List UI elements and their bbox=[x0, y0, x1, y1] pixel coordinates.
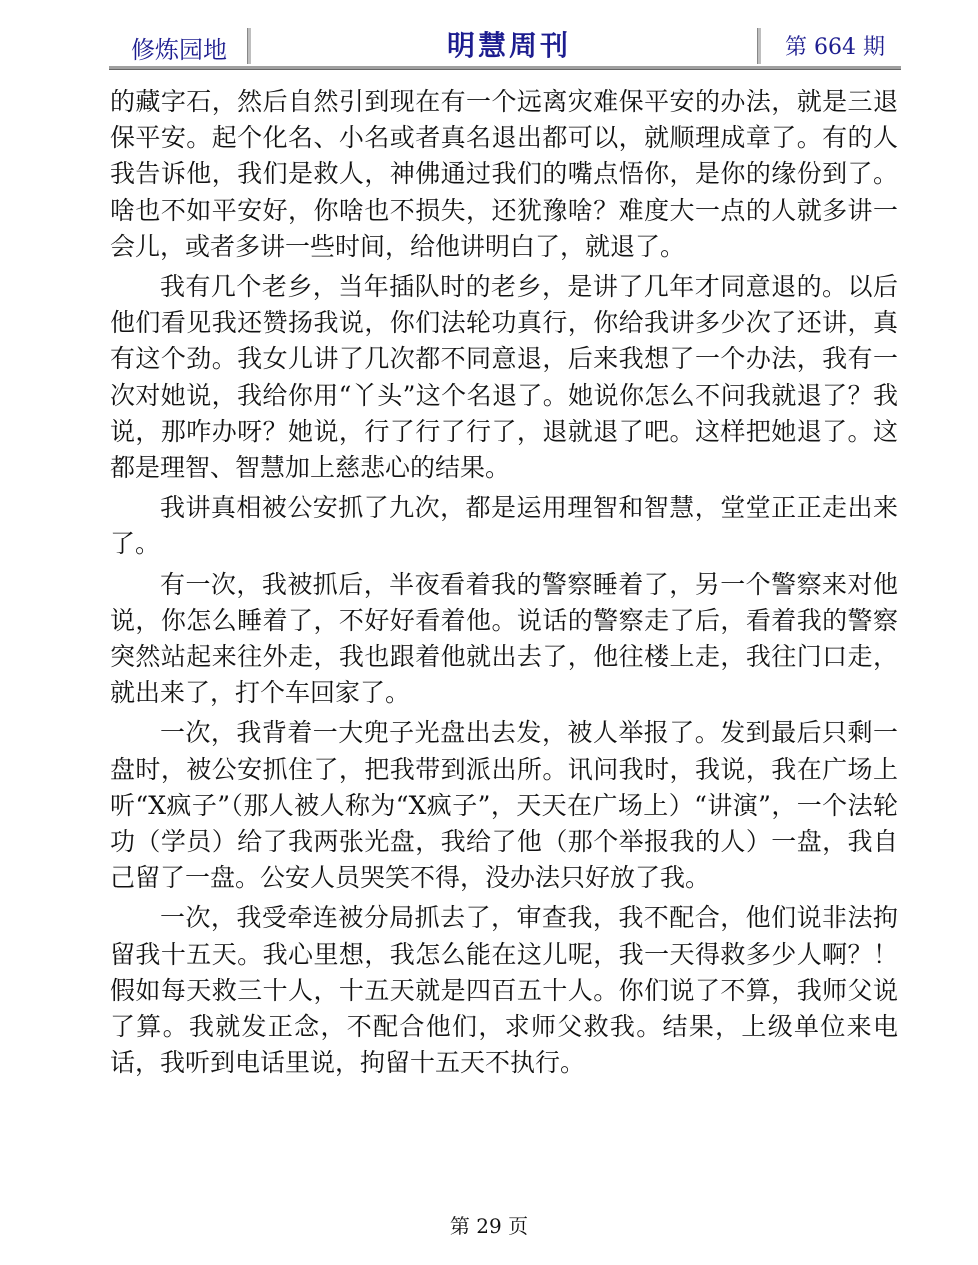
issue-number: 第 664 期 bbox=[785, 35, 885, 60]
publication-title: 明慧周刊 bbox=[446, 29, 571, 62]
paragraph: 一次，我背着一大兜子光盘出去发，被人举报了。发到最后只剩一盘时，被公安抓住了，把我带到派出所。讯问我时，我说，我在广场上听“X疯子”（那人被人称为“X疯子”，天天在广场上）“讲演”，一个法轮功（学员）给了我两张光盘，我给了他（那个举报我的人）一盘，我自己留了一盘。公安人员哭笑不得，没办法只好放了我。 bbox=[110, 718, 898, 893]
paragraph: 我讲真相被公安抓了九次，都是运用理智和智慧，堂堂正正走出来了。 bbox=[110, 493, 898, 559]
header-divider bbox=[247, 28, 251, 64]
paragraph: 一次，我受牵连被分局抓去了，审查我，我不配合，他们说非法拘留我十五天。我心里想，我怎么能在这儿呢，我一天得救多少人啊？！假如每天救三十人，十五天就是四百五十人。你们说了不算，我师父说了算。我就发正念，不配合他们，求师父救我。结果，上级单位来电话，我听到电话里说，拘留十五天不执行。 bbox=[110, 903, 898, 1078]
header-rule bbox=[109, 66, 901, 70]
article-body bbox=[110, 84, 898, 1085]
paragraph: 有一次，我被抓后，半夜看着我的警察睡着了，另一个警察来对他说，你怎么睡着了，不好好看着他。说话的警察走了后，看着我的警察突然站起来往外走，我也跟着他就出去了，他往楼上走，我往门口走，就出来了，打个车回家了。 bbox=[110, 569, 898, 708]
page-number: 第 29 页 bbox=[449, 1214, 529, 1238]
paragraph: 的藏字石，然后自然引到现在有一个远离灾难保平安的办法，就是三退保平安。起个化名、小名或者真名退出都可以，就顺理成章了。有的人我告诉他，我们是救人，神佛通过我们的嘴点悟你，是你的缘份到了。啥也不如平安好，你啥也不损失，还犹豫啥？难度大一点的人就多讲一会儿，或者多讲一些时间，给他讲明白了，就退了。 bbox=[110, 87, 898, 261]
paragraph: 我有几个老乡，当年插队时的老乡，是讲了几年才同意退的。以后他们看见我还赞扬我说，你们法轮功真行，你给我讲多少次了还讲，真有这个劲。我女儿讲了几次都不同意退，后来我想了一个办法，我有一次对她说，我给你用“丫头”这个名退了。她说你怎么不问我就退了？我说，那咋办呀？她说，行了行了行了，退就退了吧。这样把她退了。这都是理智、智慧加上慈悲心的结果。 bbox=[110, 272, 898, 483]
header-divider bbox=[757, 28, 761, 64]
page-header bbox=[109, 22, 901, 68]
section-label: 修炼园地 bbox=[131, 36, 227, 64]
